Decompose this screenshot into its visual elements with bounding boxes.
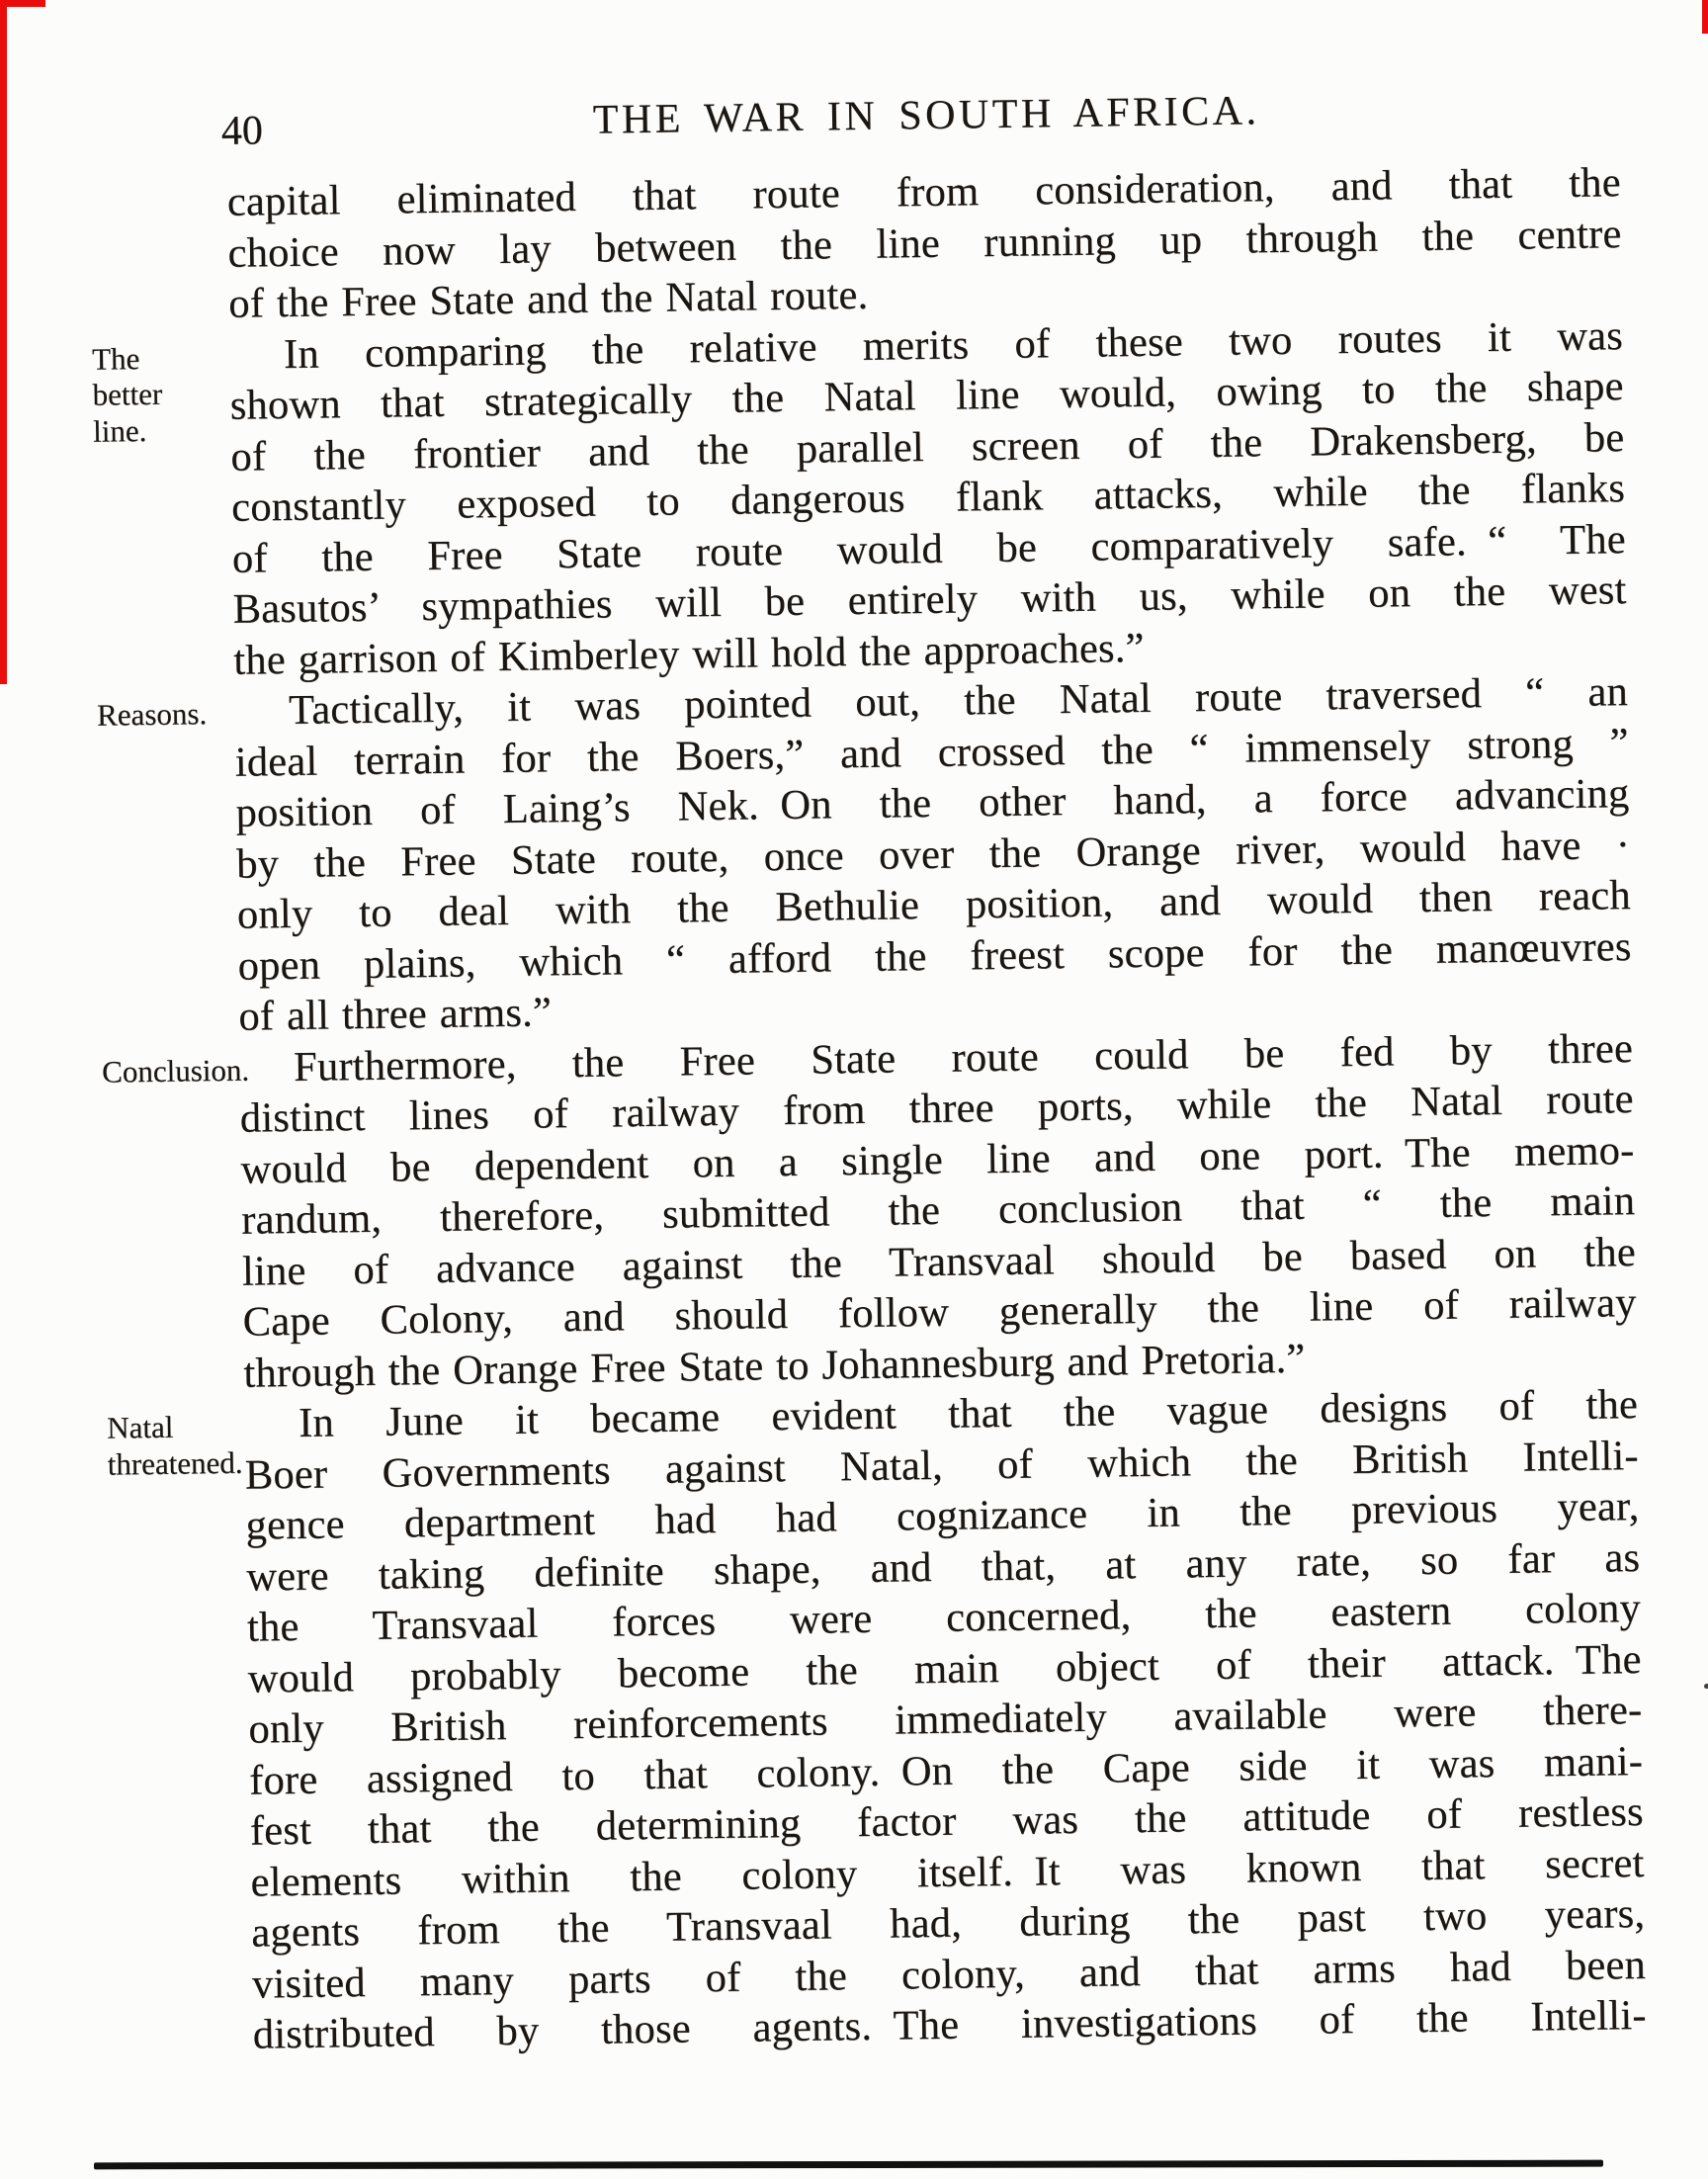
text-line: through the Orange Free State to Johannesburg and Pretoria.” (243, 1335, 1306, 1397)
text-line: would be dependent on a single line and one port. The memo- (240, 1126, 1635, 1193)
text-line: ideal terrain for the Boers,” and crossed the “ immensely strong ” (234, 719, 1629, 786)
text-line: elements within the colony itself. It was known that secret (250, 1839, 1645, 1906)
margin-note-line: line. (92, 412, 147, 449)
margin-note-line: better (92, 376, 163, 412)
text-line: Furthermore, the Free State route could be fed by three (293, 1024, 1634, 1090)
text-line: the garrison of Kimberley will hold the approaches.” (233, 624, 1145, 684)
text-line: Boer Governments against Natal, of which the British Intelli- (244, 1432, 1640, 1499)
text-line: of the Free State route would be comparatively safe. “ The (231, 515, 1627, 582)
scan-edge-artifact-left (0, 0, 7, 684)
margin-note (107, 1408, 315, 1483)
text-line: fest that the determining factor was the attitude of restless (249, 1787, 1645, 1855)
text-line: shown that strategically the Natal line would, owing to the shape (229, 363, 1624, 429)
scan-line-artifact-bottom (94, 2160, 1603, 2170)
text-line: In comparing the relative merits of these two routes it was (283, 311, 1624, 378)
text-line: of the Free State and the Natal route. (227, 271, 869, 327)
text-line: constantly exposed to dangerous flank attacks, while the flanks (230, 465, 1626, 531)
margin-note-line: Conclusion. (101, 1052, 250, 1090)
margin-note-line: The (91, 340, 140, 377)
text-line: fore assigned to that colony. On the Cape side it was mani- (248, 1737, 1644, 1804)
text-line: randum, therefore, submitted the conclusion that “ the main (240, 1177, 1636, 1244)
text-line: Basutos’ sympathies will be entirely with us, while on the west (232, 567, 1627, 633)
text-line: were taking definite shape, and that, at any rate, so far as (245, 1533, 1641, 1601)
text-line: only to deal with the Bethulie position, and would then reach (236, 872, 1632, 938)
text-line: line of advance against the Transvaal should be based on the (241, 1228, 1637, 1295)
scan-edge-artifact-top (0, 0, 45, 7)
text-line: position of Laing’s Nek. On the other hand, a force advancing (235, 770, 1630, 836)
text-line: agents from the Transvaal had, during the past two years, (250, 1889, 1646, 1957)
margin-note-line: Natal (106, 1409, 174, 1445)
margin-note-line: Reasons. (96, 696, 208, 733)
text-line: of all three arms.” (238, 989, 553, 1040)
text-line: Tactically, it was pointed out, the Natal route traversed “ an (288, 668, 1629, 734)
text-line: visited many parts of the colony, and that arms had been (251, 1941, 1647, 2008)
text-line: gence department had had cognizance in the previous year, (245, 1482, 1640, 1549)
text-line: capital eliminated that route from consideration, and that the (226, 159, 1622, 225)
text-line: distinct lines of railway from three ports, while the Natal route (239, 1076, 1635, 1142)
ink-smudge-artifact (1704, 1684, 1708, 1689)
margin-note (102, 1051, 309, 1090)
text-line: only British reinforcements immediately available were there- (248, 1686, 1643, 1753)
text-line: distributed by those agents. The investigations of the Intelli- (252, 1991, 1647, 2058)
page-number: 40 (220, 108, 264, 154)
margin-note-line: threatened. (107, 1444, 243, 1482)
scan-edge-artifact-right (1702, 0, 1708, 34)
text-line: choice now lay between the line running up through the centre (227, 210, 1622, 277)
text-line: by the Free State route, once over the Orange river, would have · (235, 821, 1631, 888)
text-line: In June it became evident that the vague designs of the (298, 1381, 1639, 1446)
text-line: the Transvaal forces were concerned, the eastern colony (246, 1584, 1642, 1651)
margin-note (92, 338, 301, 449)
text-line: Cape Colony, and should follow generally the line of railway (242, 1279, 1637, 1346)
body-text (227, 157, 1647, 2060)
margin-note (97, 695, 304, 734)
text-line: would probably become the main object of their attack. The (247, 1635, 1642, 1702)
text-line: open plains, which “ afford the freest scope for the manœuvres (237, 922, 1632, 990)
running-title: THE WAR IN SOUTH AFRICA. (592, 88, 1260, 143)
text-line: of the frontier and the parallel screen of the Drakensberg, be (230, 413, 1625, 480)
